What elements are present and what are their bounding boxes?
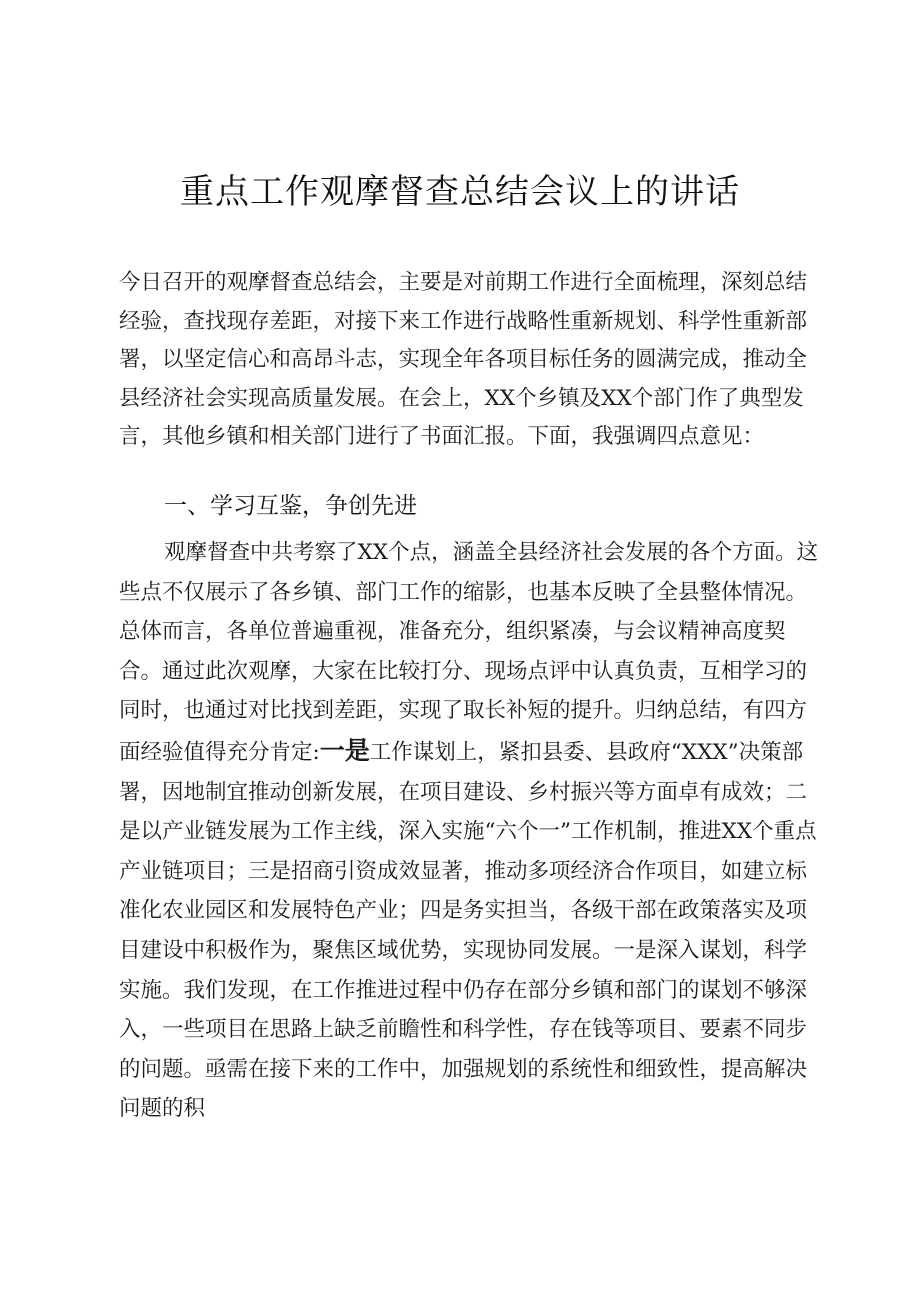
section-paragraph-part1: 观摩督查中共考察了XX个点，涵盖全县经济社会发展的各个方面。这些点不仅展示了各乡镇、部门工作的缩影，也基本反映了全县整体情况。总体而言，各单位普遍重视，准备充分，组织紧凑，与会议精神高度契合。通过此次观摩，大家在比较打分、现场点评中认真负责，互相学习的同时，也通过对比找到差距，实现了取长补短的提升。归纳总结，有四方面经验值得充分肯定: bbox=[119, 540, 819, 765]
document-title: 重点工作观摩督查总结会议上的讲话 bbox=[180, 172, 740, 212]
section-heading: 一、学习互鉴，争创先进 bbox=[164, 493, 417, 519]
section-paragraph-emphasis: 一是 bbox=[319, 735, 370, 765]
section-paragraph-part2: 工作谋划上，紧扣县委、县政府“XXX”决策部署，因地制宜推动创新发展，在项目建设、乡村振兴等方面卓有成效；二是以产业链发展为工作主线，深入实施“六个一”工作机制，推进XX个重点产业链项目；三是招商引资成效显著，推动多项经济合作项目，如建立标准化农业园区和发展特色产业；四是务实担当，各级干部在政策落实及项目建设中积极作为，聚焦区域优势，实现协同发展。一是深入谋划，科学实施。我们发现，在工作推进过程中仍存在部分乡镇和部门的谋划不够深入，一些项目在思路上缺乏前瞻性和科学性，存在钱等项目、要素不同步的问题。亟需在接下来的工作中，加强规划的系统性和细致性，提高解决问题的积 bbox=[119, 739, 817, 1122]
intro-paragraph: 今日召开的观摩督查总结会，主要是对前期工作进行全面梳理，深刻总结经验，查找现存差距，对接下来工作进行战略性重新规划、科学性重新部署，以坚定信心和高昂斗志，实现全年各项目标任务的圆满完成，推动全县经济社会实现高质量发展。在会上，XX个乡镇及XX个部门作了典型发言，其他乡镇和相关部门进行了书面汇报。下面，我强调四点意见： bbox=[119, 270, 808, 449]
section-paragraph bbox=[119, 533, 819, 1129]
